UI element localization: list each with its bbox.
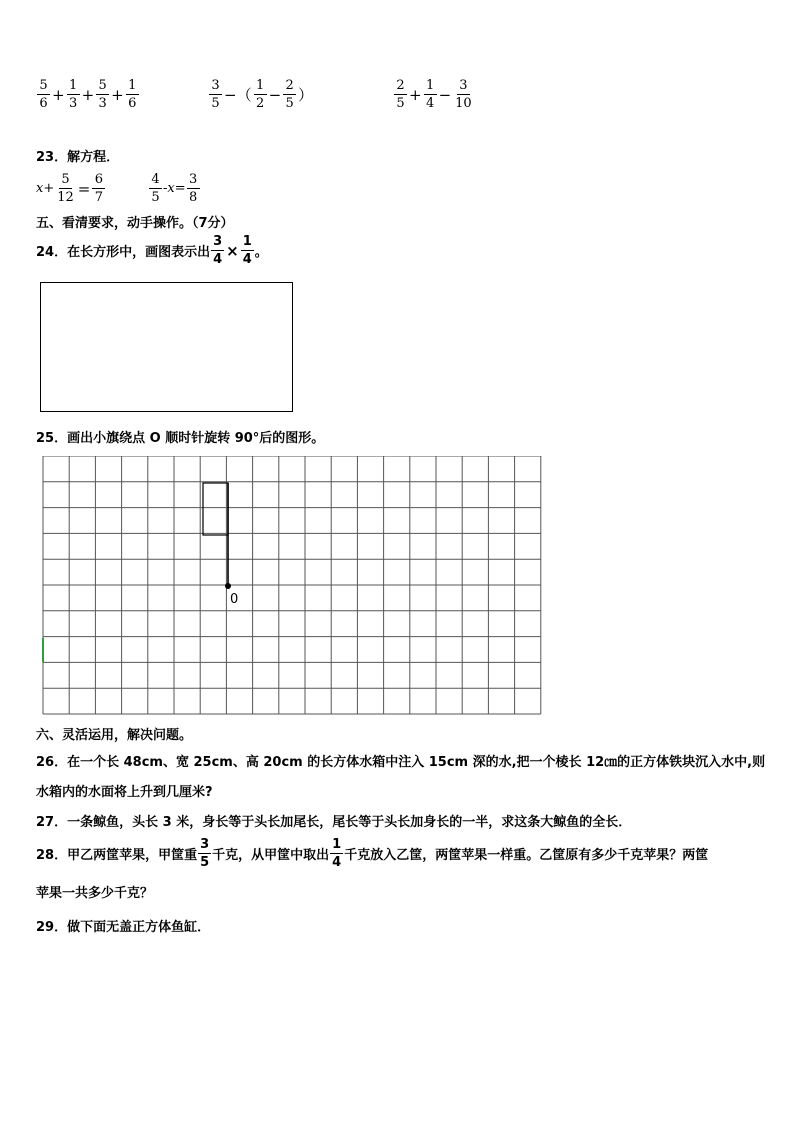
q26-line-2: 水箱内的水面将上升到几厘米? xyxy=(36,785,213,800)
fraction: $\frac{6}{7}$ xyxy=(92,172,105,205)
fraction: $\frac{5}{3}$ xyxy=(96,78,109,111)
q23-equation-2: $\frac{4}{5}$ -x= $\frac{3}{8}$ xyxy=(148,172,201,205)
q24-text: 24．在长方形中，画图表示出 $\frac{3}{4}$ × $\frac{1}{4}$ 。 xyxy=(36,234,268,267)
fraction: $\frac{1}{3}$ xyxy=(67,78,80,111)
flag-banner xyxy=(203,483,228,535)
q27-text: 27．一条鲸鱼，头长 3 米，身长等于头长加尾长，尾长等于头长加身长的一半，求这条大鲸鱼的全长． xyxy=(36,815,632,830)
calc-expr-3: $\frac{2}{5}$ + $\frac{1}{4}$ − $\frac{3}{10}$ xyxy=(393,78,475,111)
q23-title: 23．解方程． xyxy=(36,150,120,165)
fraction: $\frac{1}{6}$ xyxy=(126,78,139,111)
q28-line-1: 28．甲乙两筐苹果，甲筐重 $\frac{3}{5}$ 千克，从甲筐中取出 $\frac{1}{4}$ 千克放入乙筐，两筐苹果一样重。乙筐原有多少千克苹果？两筐 xyxy=(36,837,709,870)
fraction: $\frac{1}{2}$ xyxy=(254,78,267,111)
fraction: $\frac{2}{5}$ xyxy=(394,78,407,111)
fraction: $\frac{2}{5}$ xyxy=(283,78,296,111)
grid-lines xyxy=(43,456,541,714)
rotation-grid[interactable] xyxy=(40,456,546,718)
q25-title: 25．画出小旗绕点 O 顺时针旋转 90°后的图形。 xyxy=(36,431,325,446)
fraction: $\frac{4}{5}$ xyxy=(149,172,162,205)
section-5-heading: 五、看清要求，动手操作。（7分） xyxy=(36,216,234,231)
fraction: $\frac{3}{5}$ xyxy=(209,78,222,111)
answer-rectangle[interactable] xyxy=(40,282,293,412)
point-o-label: 0 xyxy=(230,592,239,607)
calc-expr-2: $\frac{3}{5}$ −（ $\frac{1}{2}$ − $\frac{2}{5}$ ） xyxy=(208,78,314,111)
point-o xyxy=(225,583,231,589)
fraction: $\frac{3}{4}$ xyxy=(213,234,223,267)
fraction: $\frac{3}{10}$ xyxy=(455,78,472,111)
section-6-heading: 六、灵活运用，解决问题。 xyxy=(36,728,193,743)
fraction: $\frac{1}{4}$ xyxy=(242,234,252,267)
fraction: $\frac{3}{5}$ xyxy=(200,837,210,870)
fraction: $\frac{5}{6}$ xyxy=(37,78,50,111)
fraction: $\frac{1}{4}$ xyxy=(424,78,437,111)
q29-text: 29．做下面无盖正方体鱼缸． xyxy=(36,920,211,935)
q26-line-1: 26．在一个长 48cm、宽 25cm、高 20cm 的长方体水箱中注入 15cm 深的水,把一个棱长 12㎝的正方体铁块沉入水中,则 xyxy=(36,755,766,770)
calc-expr-1: $\frac{5}{6}$ + $\frac{1}{3}$ + $\frac{5}{3}$ + $\frac{1}{6}$ xyxy=(36,78,140,111)
fraction: $\frac{1}{4}$ xyxy=(332,837,342,870)
fraction: $\frac{3}{8}$ xyxy=(187,172,200,205)
q28-line-2: 苹果一共多少千克？ xyxy=(36,886,154,901)
fraction: $\frac{5}{12}$ xyxy=(57,172,74,205)
q23-equation-1: x+ $\frac{5}{12}$ = $\frac{6}{7}$ xyxy=(36,172,106,205)
